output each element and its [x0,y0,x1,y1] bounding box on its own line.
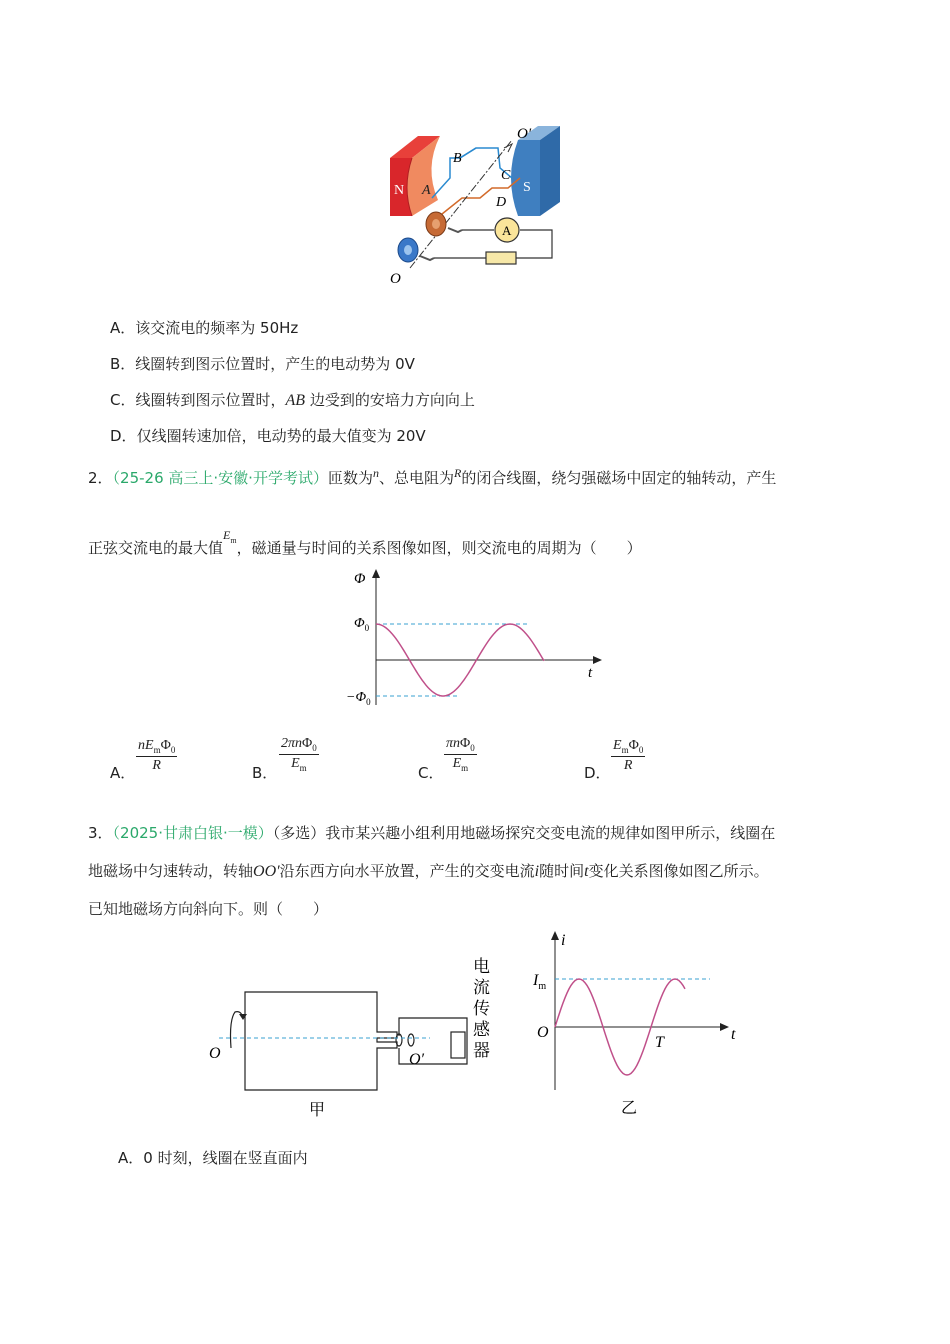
period-label: T [655,1034,664,1051]
x-axis-label: t [588,665,593,681]
figure-jia [205,940,505,1120]
q2-line1: 2．（25-26 高三上·安徽·开学考试）匝数为$^n$、总电阻为$^R$的闭合线圈，绕匀强磁场中固定的轴转动，产生 [88,466,777,487]
x-axis-label: t [731,1026,736,1043]
label-o: O [390,271,401,287]
q2-option-a-letter: A． [110,764,136,782]
q2-source: （25-26 高三上·安徽·开学考试） [112,469,328,487]
q1-option-c: C．线圈转到图示位置时，AB 边受到的安培力方向向上 [110,391,475,409]
label-o-prime: O′ [517,126,532,142]
label-c: C [501,168,511,183]
q2-line2: 正弦交流电的最大值$^{Em}$，磁通量与时间的关系图像如图，则交流电的周期为（ ） [88,528,642,557]
q2-option-d-fraction: $E_m\Phi_0$ R [613,738,644,773]
im-label: $I_m$ [533,972,547,992]
q1-option-d: D．仅线圈转速加倍，电动势的最大值变为 20V [110,427,426,445]
q2-option-c-letter: C． [418,764,444,782]
svg-text:电流传感器 [473,957,490,1060]
q2-option-d-letter: D． [584,764,611,782]
caption-yi: 乙 [621,1100,638,1117]
sensor-char: 电 [473,957,490,976]
q2-option-b-fraction: 2πnΦ$_0$ $E_m$ [281,736,317,773]
generator-figure [380,118,580,290]
y-axis-label: i [561,932,566,949]
current-time-chart [525,925,755,1120]
q2-option-a-fraction: $nE_m\Phi_0$ R [138,738,176,773]
y-max-label: $\Phi_0$ [354,616,370,633]
caption-jia: 甲 [309,1102,326,1119]
current-sensor-label [473,957,490,1060]
sensor-char: 流 [473,978,490,997]
flux-time-chart [340,565,610,715]
sensor-char: 传 [473,999,490,1018]
q2-option-b-letter: B． [252,764,278,782]
label-s: S [523,180,531,195]
q1-option-b: B．线圈转到图示位置时，产生的电动势为 0V [110,355,415,373]
sensor-char: 感 [473,1020,490,1039]
ammeter-label: A [502,223,512,238]
q3-line2: 地磁场中匀速转动，转轴OO′沿东西方向水平放置，产生的交变电流i随时间t变化关系图像如图乙所示。 [88,862,769,880]
label-d: D [496,195,507,210]
label-a: A [422,183,431,198]
n-magnet [390,136,440,216]
label-b: B [453,151,462,166]
y-axis-label: Φ [354,571,366,587]
label-n: N [394,183,405,198]
sensor-char: 器 [473,1041,490,1060]
q1-option-a: A．该交流电的频率为 50Hz [110,319,299,337]
q3-line3: 已知地磁场方向斜向下。则（ ） [88,900,329,918]
q3-source: （2025·甘肃白银·一模） [112,824,273,842]
origin-label: O [537,1024,549,1041]
jia-label-o: O [209,1045,221,1062]
y-min-label: $-\Phi_0$ [346,690,371,707]
jia-label-o-prime: O′ [409,1051,425,1068]
q2-option-c-fraction: πnΦ$_0$ $E_m$ [446,736,475,773]
q3-option-a: A．0 时刻，线圈在竖直面内 [118,1149,308,1167]
q3-line1: 3．（2025·甘肃白银·一模）（多选）我市某兴趣小组利用地磁场探究交变电流的规律如图甲所示，线圈在 [88,824,776,842]
